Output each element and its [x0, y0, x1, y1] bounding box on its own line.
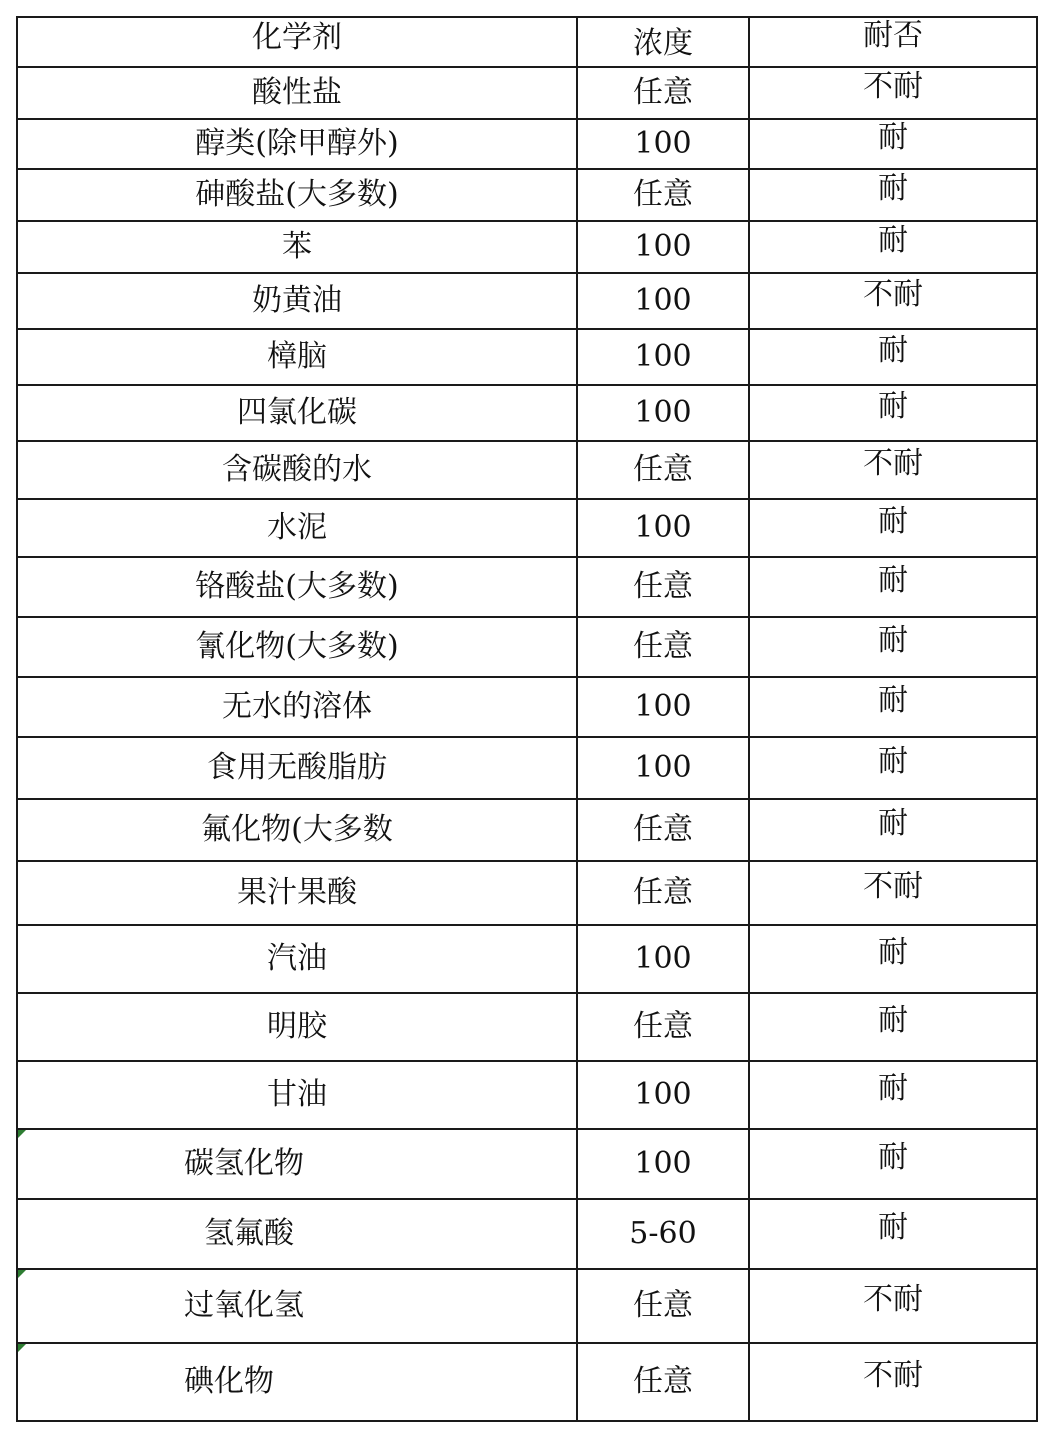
table-row [17, 67, 1037, 119]
chemical-name: 酸性盐 [252, 75, 342, 110]
concentration-cell [577, 799, 749, 861]
table-row [17, 329, 1037, 385]
concentration-cell [577, 677, 749, 737]
header-resistance: 耐否 [749, 17, 1037, 67]
concentration-cell [577, 273, 749, 329]
resistance-cell [749, 499, 1037, 557]
table-row [17, 677, 1037, 737]
concentration-value: 100 [634, 283, 692, 318]
table-row [17, 441, 1037, 499]
resistance-value: 耐 [878, 1003, 908, 1038]
table-row [17, 1269, 1037, 1343]
concentration-value: 任意 [633, 812, 693, 847]
resistance-value: 耐 [878, 806, 908, 841]
chemical-name: 甘油 [267, 1077, 327, 1112]
resistance-value: 耐 [878, 744, 908, 779]
concentration-value: 任意 [633, 1288, 693, 1323]
table-row [17, 119, 1037, 169]
table-row [17, 737, 1037, 799]
resistance-cell [749, 1269, 1037, 1343]
table-row [17, 993, 1037, 1061]
chemical-resistance-table [16, 16, 1038, 1422]
resistance-value: 耐 [878, 333, 908, 368]
table-row [17, 273, 1037, 329]
chemical-name: 汽油 [267, 941, 327, 976]
concentration-value: 100 [634, 941, 692, 976]
resistance-value: 不耐 [863, 1282, 923, 1317]
concentration-value: 任意 [633, 75, 693, 110]
concentration-value: 100 [634, 689, 692, 724]
resistance-value: 耐 [878, 504, 908, 539]
concentration-cell [577, 1199, 749, 1269]
chemical-cell [17, 441, 577, 499]
resistance-cell [749, 1129, 1037, 1199]
chemical-cell [17, 385, 577, 441]
chemical-name: 铬酸盐(大多数) [195, 569, 399, 604]
chemical-cell [17, 221, 577, 273]
table-row [17, 221, 1037, 273]
resistance-cell [749, 221, 1037, 273]
chemical-name: 过氧化氢 [184, 1288, 304, 1323]
chemical-cell [17, 1129, 577, 1199]
cell-marker-icon [18, 1344, 26, 1352]
resistance-cell [749, 861, 1037, 925]
resistance-cell [749, 925, 1037, 993]
resistance-cell [749, 441, 1037, 499]
chemical-cell [17, 169, 577, 221]
resistance-cell [749, 67, 1037, 119]
resistance-value: 耐 [878, 389, 908, 424]
resistance-cell [749, 677, 1037, 737]
chemical-cell [17, 557, 577, 617]
resistance-value: 耐 [878, 1210, 908, 1245]
concentration-cell [577, 385, 749, 441]
concentration-cell [577, 993, 749, 1061]
concentration-value: 100 [634, 750, 692, 785]
resistance-value: 耐 [878, 935, 908, 970]
resistance-value: 耐 [878, 223, 908, 258]
resistance-value: 耐 [878, 1071, 908, 1106]
chemical-name: 四氯化碳 [237, 395, 357, 430]
chemical-cell [17, 499, 577, 557]
concentration-value: 100 [634, 339, 692, 374]
resistance-value: 耐 [878, 563, 908, 598]
concentration-value: 任意 [633, 1364, 693, 1399]
resistance-cell [749, 1199, 1037, 1269]
concentration-value: 100 [634, 395, 692, 430]
chemical-cell [17, 329, 577, 385]
resistance-value: 耐 [878, 120, 908, 155]
table-row [17, 1343, 1037, 1421]
header-chemical: 化学剂 [17, 17, 577, 67]
concentration-value: 任意 [633, 629, 693, 664]
table-row [17, 557, 1037, 617]
chemical-name: 果汁果酸 [237, 875, 357, 910]
concentration-cell [577, 861, 749, 925]
concentration-value: 5-60 [629, 1216, 697, 1251]
concentration-cell [577, 499, 749, 557]
chemical-name: 食用无酸脂肪 [207, 750, 387, 785]
chemical-cell [17, 1269, 577, 1343]
resistance-value: 耐 [878, 623, 908, 658]
cell-marker-icon [18, 1130, 26, 1138]
table-row [17, 1061, 1037, 1129]
concentration-cell [577, 1343, 749, 1421]
chemical-name: 砷酸盐(大多数) [195, 177, 399, 212]
chemical-cell [17, 737, 577, 799]
concentration-cell [577, 221, 749, 273]
resistance-cell [749, 1061, 1037, 1129]
resistance-cell [749, 329, 1037, 385]
concentration-cell [577, 1129, 749, 1199]
concentration-cell [577, 557, 749, 617]
chemical-name: 氢氟酸 [204, 1216, 294, 1251]
table-row [17, 799, 1037, 861]
concentration-value: 任意 [633, 177, 693, 212]
header-row [17, 17, 1037, 67]
chemical-name: 碘化物 [184, 1364, 274, 1399]
chemical-cell [17, 1199, 577, 1269]
concentration-value: 100 [634, 1146, 692, 1181]
chemical-name: 水泥 [267, 510, 327, 545]
concentration-cell [577, 441, 749, 499]
chemical-name: 樟脑 [267, 339, 327, 374]
table-row [17, 1129, 1037, 1199]
resistance-cell [749, 993, 1037, 1061]
resistance-value: 不耐 [863, 277, 923, 312]
resistance-cell [749, 799, 1037, 861]
resistance-value: 不耐 [863, 69, 923, 104]
resistance-cell [749, 557, 1037, 617]
chemical-cell [17, 925, 577, 993]
resistance-value: 不耐 [863, 446, 923, 481]
concentration-value: 100 [634, 510, 692, 545]
resistance-cell [749, 169, 1037, 221]
concentration-value: 任意 [633, 452, 693, 487]
concentration-value: 任意 [633, 569, 693, 604]
chemical-cell [17, 1061, 577, 1129]
resistance-value: 耐 [878, 683, 908, 718]
concentration-cell [577, 67, 749, 119]
resistance-value: 不耐 [863, 1358, 923, 1393]
chemical-cell [17, 617, 577, 677]
table-row [17, 861, 1037, 925]
concentration-cell [577, 737, 749, 799]
concentration-value: 100 [634, 126, 692, 161]
chemical-cell [17, 119, 577, 169]
resistance-cell [749, 1343, 1037, 1421]
concentration-cell [577, 169, 749, 221]
cell-marker-icon [18, 1270, 26, 1278]
resistance-cell [749, 273, 1037, 329]
table-row [17, 385, 1037, 441]
resistance-cell [749, 617, 1037, 677]
chemical-cell [17, 273, 577, 329]
chemical-name: 氟化物(大多数 [201, 812, 393, 847]
concentration-cell [577, 617, 749, 677]
resistance-value: 耐 [878, 171, 908, 206]
chemical-name: 苯 [282, 229, 312, 264]
chemical-cell [17, 677, 577, 737]
resistance-cell [749, 385, 1037, 441]
resistance-value: 不耐 [863, 869, 923, 904]
chemical-cell [17, 67, 577, 119]
chemical-name: 明胶 [267, 1009, 327, 1044]
resistance-cell [749, 737, 1037, 799]
chemical-name: 氰化物(大多数) [195, 629, 399, 664]
table-row [17, 617, 1037, 677]
chemical-cell [17, 799, 577, 861]
chemical-name: 醇类(除甲醇外) [195, 126, 399, 161]
concentration-value: 100 [634, 229, 692, 264]
concentration-cell [577, 925, 749, 993]
header-concentration: 浓度 [577, 17, 749, 67]
concentration-cell [577, 119, 749, 169]
table-row [17, 169, 1037, 221]
chemical-name: 碳氢化物 [184, 1146, 304, 1181]
chemical-name: 无水的溶体 [222, 689, 372, 724]
concentration-value: 任意 [633, 875, 693, 910]
table-row [17, 499, 1037, 557]
resistance-value: 耐 [878, 1140, 908, 1175]
concentration-value: 100 [634, 1077, 692, 1112]
table-row [17, 1199, 1037, 1269]
concentration-value: 任意 [633, 1009, 693, 1044]
chemical-cell [17, 993, 577, 1061]
chemical-name: 含碳酸的水 [222, 452, 372, 487]
chemical-name: 奶黄油 [252, 283, 342, 318]
concentration-cell [577, 329, 749, 385]
chemical-cell [17, 1343, 577, 1421]
table-row [17, 925, 1037, 993]
concentration-cell [577, 1061, 749, 1129]
concentration-cell [577, 1269, 749, 1343]
resistance-cell [749, 119, 1037, 169]
chemical-cell [17, 861, 577, 925]
